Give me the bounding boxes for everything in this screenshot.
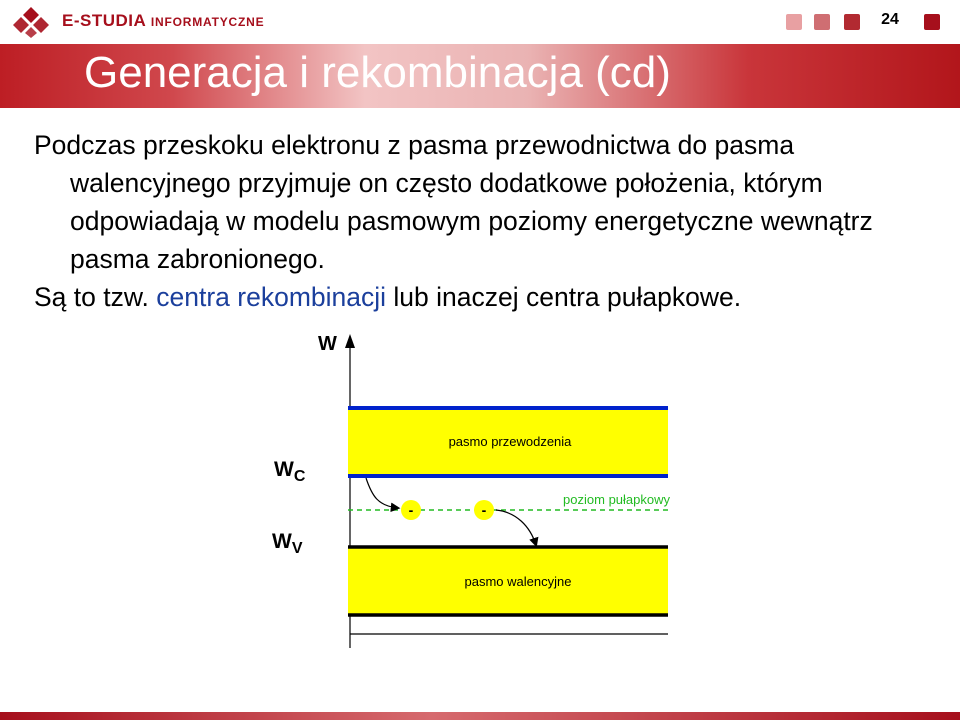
wv-main: W: [272, 530, 292, 553]
valence-band-label: pasmo walencyjne: [464, 574, 572, 589]
wv-sub: V: [291, 540, 303, 557]
trap-level-label: poziom pułapkowy: [563, 492, 670, 507]
nav-square-1[interactable]: [786, 14, 802, 30]
nav-square-4[interactable]: [924, 14, 940, 30]
brand-name: [62, 11, 264, 31]
footer-bar: [0, 712, 960, 720]
wc-sub: C: [293, 468, 306, 485]
nav-square-2[interactable]: [814, 14, 830, 30]
top-bar: [0, 0, 960, 44]
paragraph-2: [34, 278, 934, 316]
conduction-band-label: pasmo przewodzenia: [448, 434, 572, 449]
slide-body: [34, 126, 934, 316]
paragraph-1: Podczas przeskoku elektronu z pasma przewodnictwa do pasma walencyjnego przyjmuje on często dodatkowe położenia, którym odpowiadają w modelu pasmowym poziomy energetyczne wewnątrz pasma zabronionego.: [34, 130, 873, 274]
slide-title: Generacja i rekombinacja (cd): [84, 48, 671, 97]
axis-label-w: W: [318, 333, 337, 355]
recombination-centers-highlight: centra rekombinacji: [156, 282, 387, 312]
nav-square-3[interactable]: [844, 14, 860, 30]
band-diagram: [260, 326, 700, 656]
paragraph-2-post: lub inaczej centra pułapkowe.: [386, 282, 742, 312]
transition-arrow-2: [496, 510, 536, 545]
wc-label: [274, 458, 306, 485]
brand-sub: INFORMATYCZNE: [150, 15, 265, 29]
page-number: 24: [881, 11, 899, 28]
electron-1-sign: -: [408, 502, 414, 518]
estudia-logo-icon: [12, 6, 50, 38]
electron-2-sign: -: [481, 502, 487, 518]
transition-arrow-1: [366, 478, 398, 508]
brand-main: E-STUDIA: [62, 11, 146, 30]
wc-main: W: [274, 458, 294, 481]
wv-label: [272, 530, 303, 557]
paragraph-2-pre: Są to tzw.: [34, 282, 157, 312]
energy-axis-arrow: [345, 334, 355, 348]
